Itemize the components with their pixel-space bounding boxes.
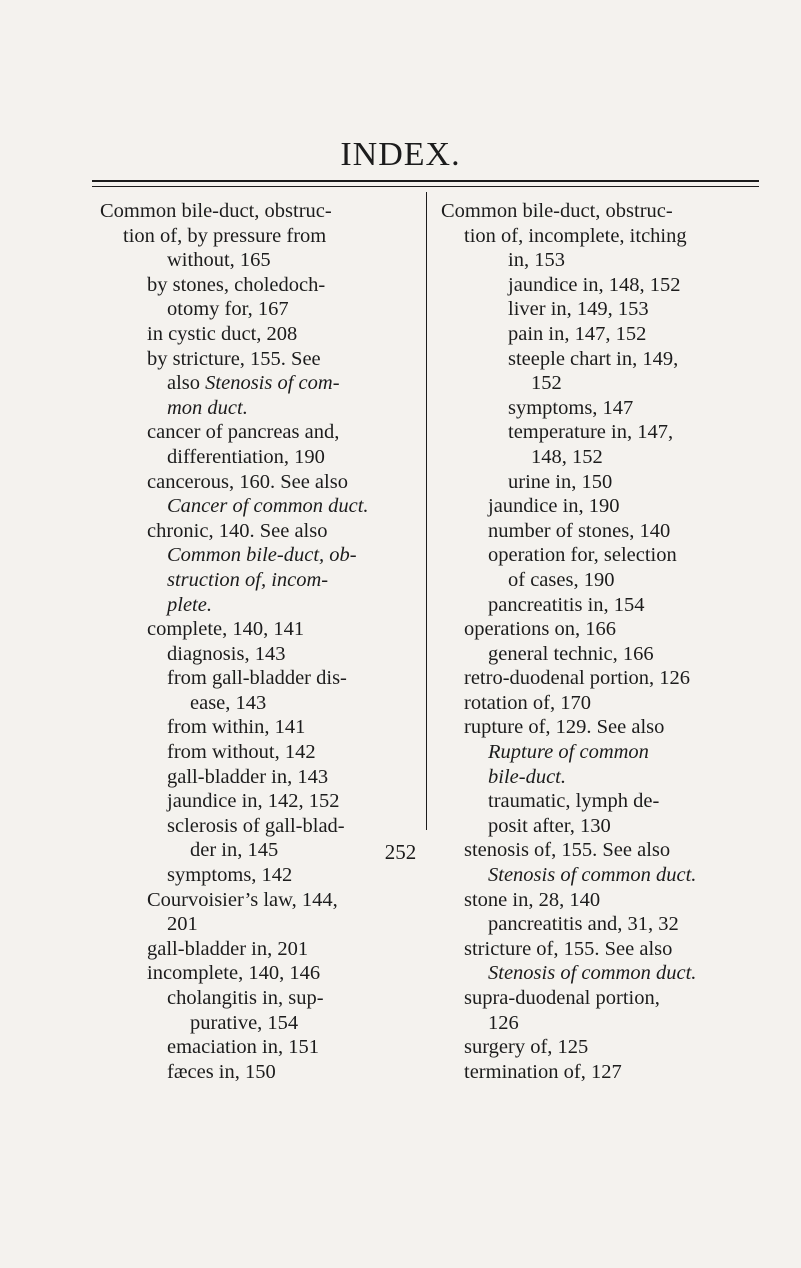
index-entry-text: stricture of, 155. See also	[464, 937, 673, 960]
index-entry-text: Stenosis of common duct.	[488, 962, 697, 985]
index-entry-text: symptoms, 142	[167, 864, 293, 887]
index-entry	[441, 912, 741, 937]
index-entry	[100, 642, 420, 667]
index-entry	[441, 888, 741, 913]
index-entry-text: diagnosis, 143	[167, 642, 286, 665]
index-entry	[100, 568, 420, 593]
index-entry-text: otomy for, 167	[167, 298, 289, 321]
index-entry-text: struction of, incom-	[167, 568, 329, 591]
index-entry	[100, 322, 420, 347]
index-entry-text: chronic, 140. See also	[147, 519, 328, 542]
index-entry	[441, 765, 741, 790]
index-entry-text: bile-duct.	[488, 765, 566, 788]
index-entry	[100, 961, 420, 986]
index-entry-text: gall-bladder in, 143	[167, 765, 329, 788]
index-entry-text: retro-duodenal portion, 126	[464, 667, 691, 690]
index-entry-text: operations on, 166	[464, 618, 617, 641]
index-entry	[441, 273, 741, 298]
index-entry-text: emaciation in, 151	[167, 1036, 319, 1059]
index-entry	[100, 863, 420, 888]
index-entry-text: purative, 154	[190, 1011, 299, 1034]
index-entry-text: jaundice in, 148, 152	[508, 273, 681, 296]
index-entry	[100, 248, 420, 273]
index-entry-text: cancer of pancreas and,	[147, 421, 340, 444]
index-entry	[441, 617, 741, 642]
index-entry-text: from within, 141	[167, 716, 306, 739]
index-entry	[441, 519, 741, 544]
index-entry-text: stenosis of, 155. See also	[464, 839, 671, 862]
index-entry	[100, 1060, 420, 1085]
index-entry-text: jaundice in, 142, 152	[167, 790, 340, 813]
index-entry-text: 201	[167, 913, 198, 936]
index-entry-text: der in, 145	[190, 839, 279, 862]
index-entry-text: tion of, by pressure from	[123, 224, 327, 247]
index-entry	[100, 593, 420, 618]
index-entry-text: stone in, 28, 140	[464, 888, 601, 911]
index-entry-text: mon duct.	[167, 396, 248, 419]
index-entry	[441, 715, 741, 740]
index-entry-text: supra-duodenal portion,	[464, 987, 660, 1009]
index-entry	[100, 986, 420, 1011]
index-entry-text: by stricture, 155. See	[147, 347, 321, 370]
index-entry	[100, 765, 420, 790]
index-entry-text: temperature in, 147,	[508, 421, 674, 444]
index-entry-text: of cases, 190	[508, 568, 615, 591]
index-entry-text: without, 165	[167, 249, 271, 272]
index-entry	[100, 519, 420, 544]
index-entry-text: cholangitis in, sup-	[167, 987, 324, 1009]
index-entry-text: in cystic duct, 208	[147, 322, 298, 345]
index-entry	[441, 568, 741, 593]
index-entry-text: Common bile-duct, ob-	[167, 544, 357, 567]
index-entry-text: from without, 142	[167, 741, 316, 764]
index-entry-crossref: Stenosis of com-	[205, 372, 340, 395]
index-entry-text: gall-bladder in, 201	[147, 937, 309, 960]
index-entry	[100, 224, 420, 249]
index-entry-text: pain in, 147, 152	[508, 322, 647, 345]
index-entry	[100, 691, 420, 716]
index-entry	[100, 543, 420, 568]
right-index-column	[441, 199, 741, 1084]
index-entry-text: liver in, 149, 153	[508, 298, 649, 321]
index-entry	[441, 470, 741, 495]
index-entry	[441, 642, 741, 667]
index-entry	[100, 888, 420, 913]
index-entry	[100, 666, 420, 691]
index-entry	[100, 789, 420, 814]
index-entry	[100, 617, 420, 642]
index-entry	[100, 814, 420, 839]
index-entry-text: jaundice in, 190	[488, 495, 620, 518]
index-entry	[441, 691, 741, 716]
index-entry	[100, 371, 420, 396]
index-entry	[441, 420, 741, 445]
index-entry-text: 126	[488, 1011, 519, 1034]
index-entry-text: fæces in, 150	[167, 1060, 276, 1083]
index-entry-text: surgery of, 125	[464, 1036, 589, 1059]
index-entry	[100, 273, 420, 298]
index-entry-text: Courvoisier’s law, 144,	[147, 888, 338, 911]
page-number: 252	[384, 840, 417, 864]
index-entry	[441, 961, 741, 986]
index-entry	[100, 1035, 420, 1060]
index-entry-text: pancreatitis and, 31, 32	[488, 913, 679, 936]
index-entry	[441, 248, 741, 273]
index-entry-text: incomplete, 140, 146	[147, 962, 321, 985]
index-entry	[100, 1011, 420, 1036]
index-entry-text: pancreatitis in, 154	[488, 593, 645, 616]
index-entry	[441, 396, 741, 421]
index-entry-text: Rupture of common	[488, 741, 649, 764]
column-divider	[426, 192, 427, 830]
index-entry	[100, 470, 420, 495]
index-entry	[441, 371, 741, 396]
index-entry	[441, 445, 741, 470]
index-entry-text: plete.	[167, 593, 212, 616]
index-entry	[441, 199, 741, 224]
index-entry	[100, 297, 420, 322]
index-entry	[441, 1035, 741, 1060]
index-entry	[441, 986, 741, 1011]
index-entry-text: sclerosis of gall-blad-	[167, 814, 345, 837]
index-entry	[441, 814, 741, 839]
index-entry	[441, 297, 741, 322]
index-entry	[100, 420, 420, 445]
index-entry	[441, 789, 741, 814]
index-entry-text: in, 153	[508, 249, 565, 272]
index-entry-text: operation for, selection	[488, 544, 677, 567]
index-entry-text: posit after, 130	[488, 814, 611, 837]
left-index-column	[100, 199, 420, 1084]
index-entry	[100, 347, 420, 372]
index-entry-text: from gall-bladder dis-	[167, 667, 347, 690]
index-entry-text: Common bile-duct, obstruc-	[100, 200, 332, 222]
index-entry	[441, 543, 741, 568]
index-entry-text: termination of, 127	[464, 1060, 622, 1083]
index-entry-text: 152	[531, 372, 562, 395]
index-entry-text: also	[167, 372, 206, 395]
index-entry-text: ease, 143	[190, 691, 267, 714]
index-entry	[441, 1060, 741, 1085]
index-entry	[441, 740, 741, 765]
index-entry-text: Common bile-duct, obstruc-	[441, 200, 673, 222]
index-entry	[100, 937, 420, 962]
index-entry-text: traumatic, lymph de-	[488, 790, 660, 813]
index-entry-text: complete, 140, 141	[147, 618, 305, 641]
index-entry-text: number of stones, 140	[488, 519, 671, 542]
index-entry-text: rotation of, 170	[464, 691, 591, 714]
index-entry-text: symptoms, 147	[508, 396, 634, 419]
index-entry-text: steeple chart in, 149,	[508, 347, 679, 370]
title-rule-thin	[92, 186, 759, 187]
index-entry	[100, 912, 420, 937]
index-entry-text: differentiation, 190	[167, 445, 325, 468]
index-entry	[441, 1011, 741, 1036]
index-entry	[441, 224, 741, 249]
index-entry-text: cancerous, 160. See also	[147, 470, 348, 493]
index-entry	[441, 666, 741, 691]
index-entry	[100, 199, 420, 224]
index-entry	[100, 494, 420, 519]
index-entry	[441, 937, 741, 962]
index-entry	[100, 445, 420, 470]
index-entry-text: Cancer of common duct.	[167, 495, 369, 518]
index-entry	[100, 396, 420, 421]
title-rule-thick	[92, 180, 759, 182]
index-entry-text: tion of, incomplete, itching	[464, 224, 687, 247]
index-entry-text: general technic, 166	[488, 642, 654, 665]
index-entry	[100, 715, 420, 740]
index-entry-text: urine in, 150	[508, 470, 613, 493]
index-entry-text: 148, 152	[531, 445, 603, 468]
index-entry	[441, 494, 741, 519]
index-entry	[441, 863, 741, 888]
index-entry-text: rupture of, 129. See also	[464, 716, 665, 739]
index-entry	[441, 347, 741, 372]
index-entry-text: Stenosis of common duct.	[488, 864, 697, 887]
index-entry	[100, 740, 420, 765]
index-entry	[441, 322, 741, 347]
index-entry	[441, 593, 741, 618]
index-entry-text: by stones, choledoch-	[147, 273, 326, 296]
page-title: INDEX.	[340, 136, 461, 173]
